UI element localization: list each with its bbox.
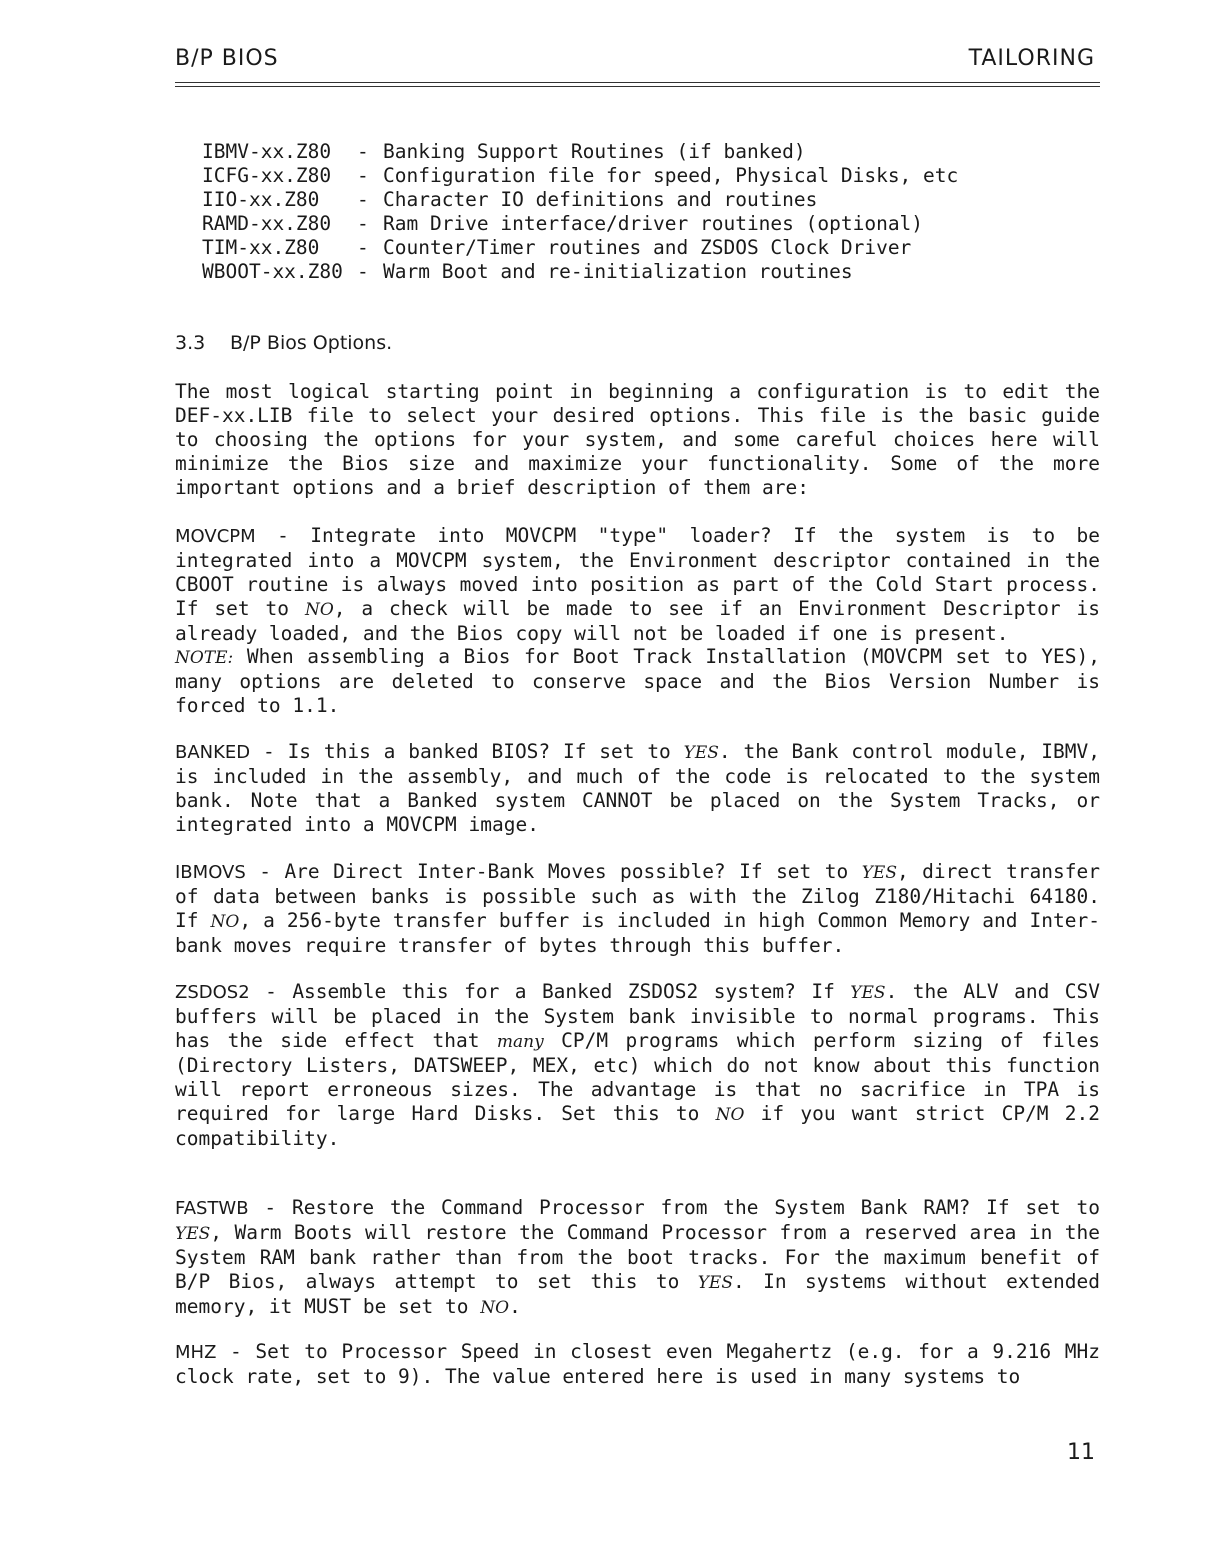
file-row (202, 212, 958, 236)
option-text: CP/M programs which perform sizing of files (Directory Listers, DATSWEEP, MEX, etc) which do not know about this function will report erroneous sizes. The advantage is that no sacrifice in TPA is required for large Hard Disks. Set this to (175, 1029, 1100, 1125)
option-mhz: MHZ - Set to Processor Speed in closest even Megahertz (e.g. for a 9.216 MHz clock rate, set to 9). The value entered here is used in many systems to (175, 1340, 1100, 1388)
file-row (202, 236, 958, 260)
file-row (202, 188, 958, 212)
section-heading (175, 332, 392, 354)
option-text: Is this a banked BIOS? If set to (287, 740, 671, 763)
page-number: 11 (1067, 1440, 1095, 1465)
section-number: 3.3 (175, 332, 206, 354)
option-value-yes: YES (175, 1224, 211, 1244)
option-ibmovs: IBMOVS - Are Direct Inter-Bank Moves possible? If set to YES, direct transfer of data between banks is possible such as with the Zilog Z180/Hitachi 64180. If NO, a 256-byte transfer buffer is included in high Common Memory and Inter-bank moves require transfer of bytes through this buffer. (175, 860, 1100, 957)
option-text: Assemble this for a Banked ZSDOS2 system? If (292, 980, 835, 1003)
option-key: FASTWB (175, 1198, 249, 1219)
option-text: , direct transfer of data between banks is possible such as with the Zilog Z180/Hitachi 64180. If (175, 860, 1100, 932)
option-key: IBMOVS (175, 862, 246, 883)
header-rule-secondary (175, 86, 1100, 87)
option-movcpm: MOVCPM - Integrate into MOVCPM "type" loader? If the system is to be integrated into a MOVCPM system, the Environment descriptor contained in the CBOOT routine is always moved into position as part of the Cold Start process. If set to NO, a check will be made to see if an Environment Descriptor is already loaded, and the Bios copy will not be loaded if one is present. (175, 524, 1100, 645)
option-value-no: NO (715, 1105, 745, 1125)
dash: - (357, 212, 369, 235)
intro-paragraph: The most logical starting point in beginning a configuration is to edit the DEF-xx.LIB file to select your desired options. This file is the basic guide to choosing the options for your system, and some careful choices here will minimize the Bios size and maximize your functionality. Some of the more important options and a brief description of them are: (175, 380, 1100, 499)
option-key: MHZ (175, 1342, 217, 1363)
note-label: NOTE: (175, 648, 234, 668)
option-fastwb: FASTWB - Restore the Command Processor from the System Bank RAM? If set to YES, Warm Boots will restore the Command Processor from a reserved area in the System RAM bank rather than from the boot tracks. For the maximum benefit of B/P Bios, always attempt to set this to YES. In systems without extended memory, it MUST be set to NO. (175, 1196, 1100, 1318)
option-value-no: NO (210, 912, 240, 932)
file-row (202, 164, 958, 188)
note-text: When assembling a Bios for Boot Track Installation (MOVCPM set to YES), many options are deleted to conserve space and the Bios Version Number is forced to 1.1. (175, 645, 1100, 717)
option-value-yes: YES (861, 863, 897, 883)
note-block (175, 645, 1100, 718)
option-key: MOVCPM (175, 526, 256, 547)
dash: - (357, 260, 369, 283)
file-row (202, 140, 958, 164)
option-banked: BANKED - Is this a banked BIOS? If set to YES. the Bank control module, IBMV, is included in the assembly, and much of the code is relocated to the system bank. Note that a Banked system CANNOT be placed on the System Tracks, or integrated into a MOVCPM image. (175, 740, 1100, 836)
option-text: . (509, 1295, 521, 1318)
dash: - (357, 140, 369, 163)
file-row (202, 260, 958, 284)
file-name: IIO-xx.Z80 (202, 188, 320, 211)
dash: - (357, 236, 369, 259)
option-value-yes: YES (697, 1273, 733, 1293)
option-value-no: NO (304, 600, 334, 620)
file-name: WBOOT-xx.Z80 (202, 260, 343, 283)
option-text: if you want strict CP/M 2.2 compatibility. (175, 1102, 1100, 1150)
file-desc: Configuration file for speed, Physical Disks, etc (383, 164, 959, 187)
file-list (202, 140, 958, 284)
option-key: BANKED (175, 742, 251, 763)
dash: - (357, 188, 369, 211)
option-text: . the Bank control module, IBMV, is included in the assembly, and much of the code is relocated to the system bank. Note that a Banked system CANNOT be placed on the System Tracks, or integrated into a MOVCPM image. (175, 740, 1100, 836)
file-desc: Counter/Timer routines and ZSDOS Clock Driver (383, 236, 912, 259)
section-title: B/P Bios Options. (230, 332, 393, 354)
option-key: ZSDOS2 (175, 982, 250, 1003)
option-text: Restore the Command Processor from the System Bank RAM? If set to (291, 1196, 1100, 1219)
option-value-yes: YES (683, 743, 719, 763)
file-desc: Warm Boot and re-initialization routines (383, 260, 853, 283)
option-text: , a check will be made to see if an Environment Descriptor is already loaded, and the Bios copy will not be loaded if one is present. (175, 597, 1100, 645)
header-rule (175, 82, 1100, 83)
option-text: Are Direct Inter-Bank Moves possible? If set to (284, 860, 849, 883)
header-title: B/P BIOS (175, 46, 279, 71)
dash: - (357, 164, 369, 187)
file-desc: Character IO definitions and routines (383, 188, 818, 211)
file-name: TIM-xx.Z80 (202, 236, 320, 259)
file-name: IBMV-xx.Z80 (202, 140, 332, 163)
header-chapter: TAILORING (968, 46, 1095, 71)
option-text: Set to Processor Speed in closest even Megahertz (e.g. for a 9.216 MHz clock rate, set to 9). The value entered here is used in many systems to (175, 1340, 1100, 1388)
file-desc: Banking Support Routines (if banked) (383, 140, 806, 163)
emphasis-many: many (496, 1032, 544, 1052)
option-text: , a 256-byte transfer buffer is included in high Common Memory and Inter-bank moves require transfer of bytes through this buffer. (175, 909, 1100, 957)
option-value-no: NO (480, 1298, 510, 1318)
file-desc: Ram Drive interface/driver routines (optional) (383, 212, 924, 235)
option-value-yes: YES (850, 983, 886, 1003)
option-text: . the ALV and CSV buffers will be placed in the System bank invisible to normal programs. This has the side effect that (175, 980, 1100, 1052)
option-text: , Warm Boots will restore the Command Processor from a reserved area in the System RAM bank rather than from the boot tracks. For the maximum benefit of B/P Bios, always attempt to set this to (175, 1221, 1100, 1293)
file-name: ICFG-xx.Z80 (202, 164, 332, 187)
file-name: RAMD-xx.Z80 (202, 212, 332, 235)
option-zsdos2: ZSDOS2 - Assemble this for a Banked ZSDOS2 system? If YES. the ALV and CSV buffers will be placed in the System bank invisible to normal programs. This has the side effect that many CP/M programs which perform sizing of files (Directory Listers, DATSWEEP, MEX, etc) which do not know about this function will report erroneous sizes. The advantage is that no sacrifice in TPA is required for large Hard Disks. Set this to NO if you want strict CP/M 2.2 compatibility. (175, 980, 1100, 1150)
option-text: Integrate into MOVCPM "type" loader? If the system is to be integrated into a MOVCPM system, the Environment descriptor contained in the CBOOT routine is always moved into position as part of the Cold Start process. If set to (175, 524, 1100, 620)
option-text: . In systems without extended memory, it MUST be set to (175, 1270, 1100, 1318)
